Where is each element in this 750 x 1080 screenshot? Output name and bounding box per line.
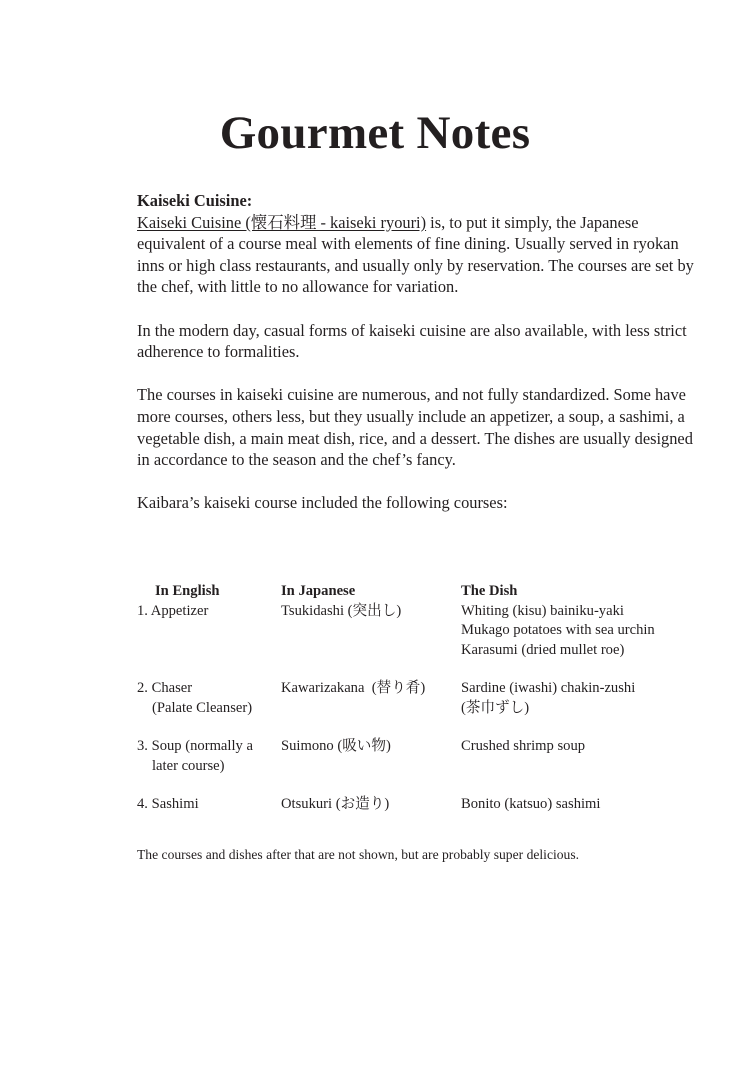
course-english-line: (Palate Cleanser) bbox=[152, 699, 253, 716]
course-dish-line: (茶巾ずし) bbox=[461, 699, 530, 716]
course-english-line: later course) bbox=[152, 757, 225, 774]
course-english bbox=[137, 679, 281, 718]
course-english-line: 2. Chaser bbox=[137, 680, 193, 696]
course-dish-line: Bonito (katsuo) sashimi bbox=[461, 796, 601, 812]
intro-paragraph bbox=[137, 212, 697, 298]
table-row bbox=[137, 737, 717, 776]
course-english bbox=[137, 602, 281, 661]
header-japanese: In Japanese bbox=[281, 583, 356, 599]
table-row bbox=[137, 679, 717, 718]
course-japanese bbox=[281, 795, 461, 815]
course-dish-line: Crushed shrimp soup bbox=[461, 738, 586, 754]
course-dish-line: Sardine (iwashi) chakin-zushi bbox=[461, 680, 636, 696]
course-english-line: 1. Appetizer bbox=[137, 602, 209, 619]
course-dish-line: Mukago potatoes with sea urchin bbox=[461, 622, 655, 638]
paragraph-courses: The courses in kaiseki cuisine are numerous, and not fully standardized. Some have more courses, others less, but they usually include an appetizer, a soup, a sashimi, a vegetable dish, a main meat dish, rice, and a dessert. The dishes are usually designed in accordance to the season and the chef’s fancy. bbox=[137, 385, 693, 470]
course-japanese-line: Suimono (吸い物) bbox=[281, 738, 391, 754]
table-header-row bbox=[137, 582, 717, 602]
paragraph-modern: In the modern day, casual forms of kaiseki cuisine are also available, with less strict adherence to formalities. bbox=[137, 320, 687, 362]
section-heading: Kaiseki Cuisine: bbox=[137, 191, 253, 210]
kaiseki-link[interactable]: Kaiseki Cuisine (懐石料理 - kaiseki ryouri) bbox=[137, 212, 427, 232]
course-english-line: 3. Soup (normally a bbox=[137, 738, 253, 754]
course-english bbox=[137, 737, 281, 776]
course-japanese bbox=[281, 602, 461, 661]
intro-text: is, to put it simply, the Japanese equivalent of a course meal with elements of fine dining. Usually served in ryokan inns or high class restaurants, and usually only by reservation. The courses are set by the chef, with little to no allowance for variation. bbox=[137, 212, 694, 297]
course-dish bbox=[461, 679, 717, 718]
table-row bbox=[137, 795, 717, 815]
paragraph-kaibara: Kaibara’s kaiseki course included the following courses: bbox=[137, 493, 508, 513]
table-row bbox=[137, 602, 717, 661]
course-english-line: 4. Sashimi bbox=[137, 796, 199, 812]
header-english: In English bbox=[155, 583, 220, 599]
course-dish-line: Whiting (kisu) bainiku-yaki bbox=[461, 602, 624, 619]
course-dish bbox=[461, 795, 717, 815]
footnote: The courses and dishes after that are not shown, but are probably super delicious. bbox=[137, 846, 580, 862]
course-dish bbox=[461, 737, 717, 776]
course-japanese bbox=[281, 737, 461, 776]
course-dish-line: Karasumi (dried mullet roe) bbox=[461, 641, 625, 658]
course-japanese-line: Kawarizakana (替り肴) bbox=[281, 680, 426, 696]
course-japanese bbox=[281, 679, 461, 718]
course-dish bbox=[461, 602, 717, 661]
course-japanese-line: Otsukuri (お造り) bbox=[281, 796, 390, 812]
page-title: Gourmet Notes bbox=[219, 107, 531, 159]
article-body bbox=[137, 190, 697, 536]
course-japanese-line: Tsukidashi (突出し) bbox=[281, 602, 402, 619]
header-dish: The Dish bbox=[461, 583, 518, 599]
course-english bbox=[137, 795, 281, 815]
courses-table bbox=[137, 582, 717, 834]
